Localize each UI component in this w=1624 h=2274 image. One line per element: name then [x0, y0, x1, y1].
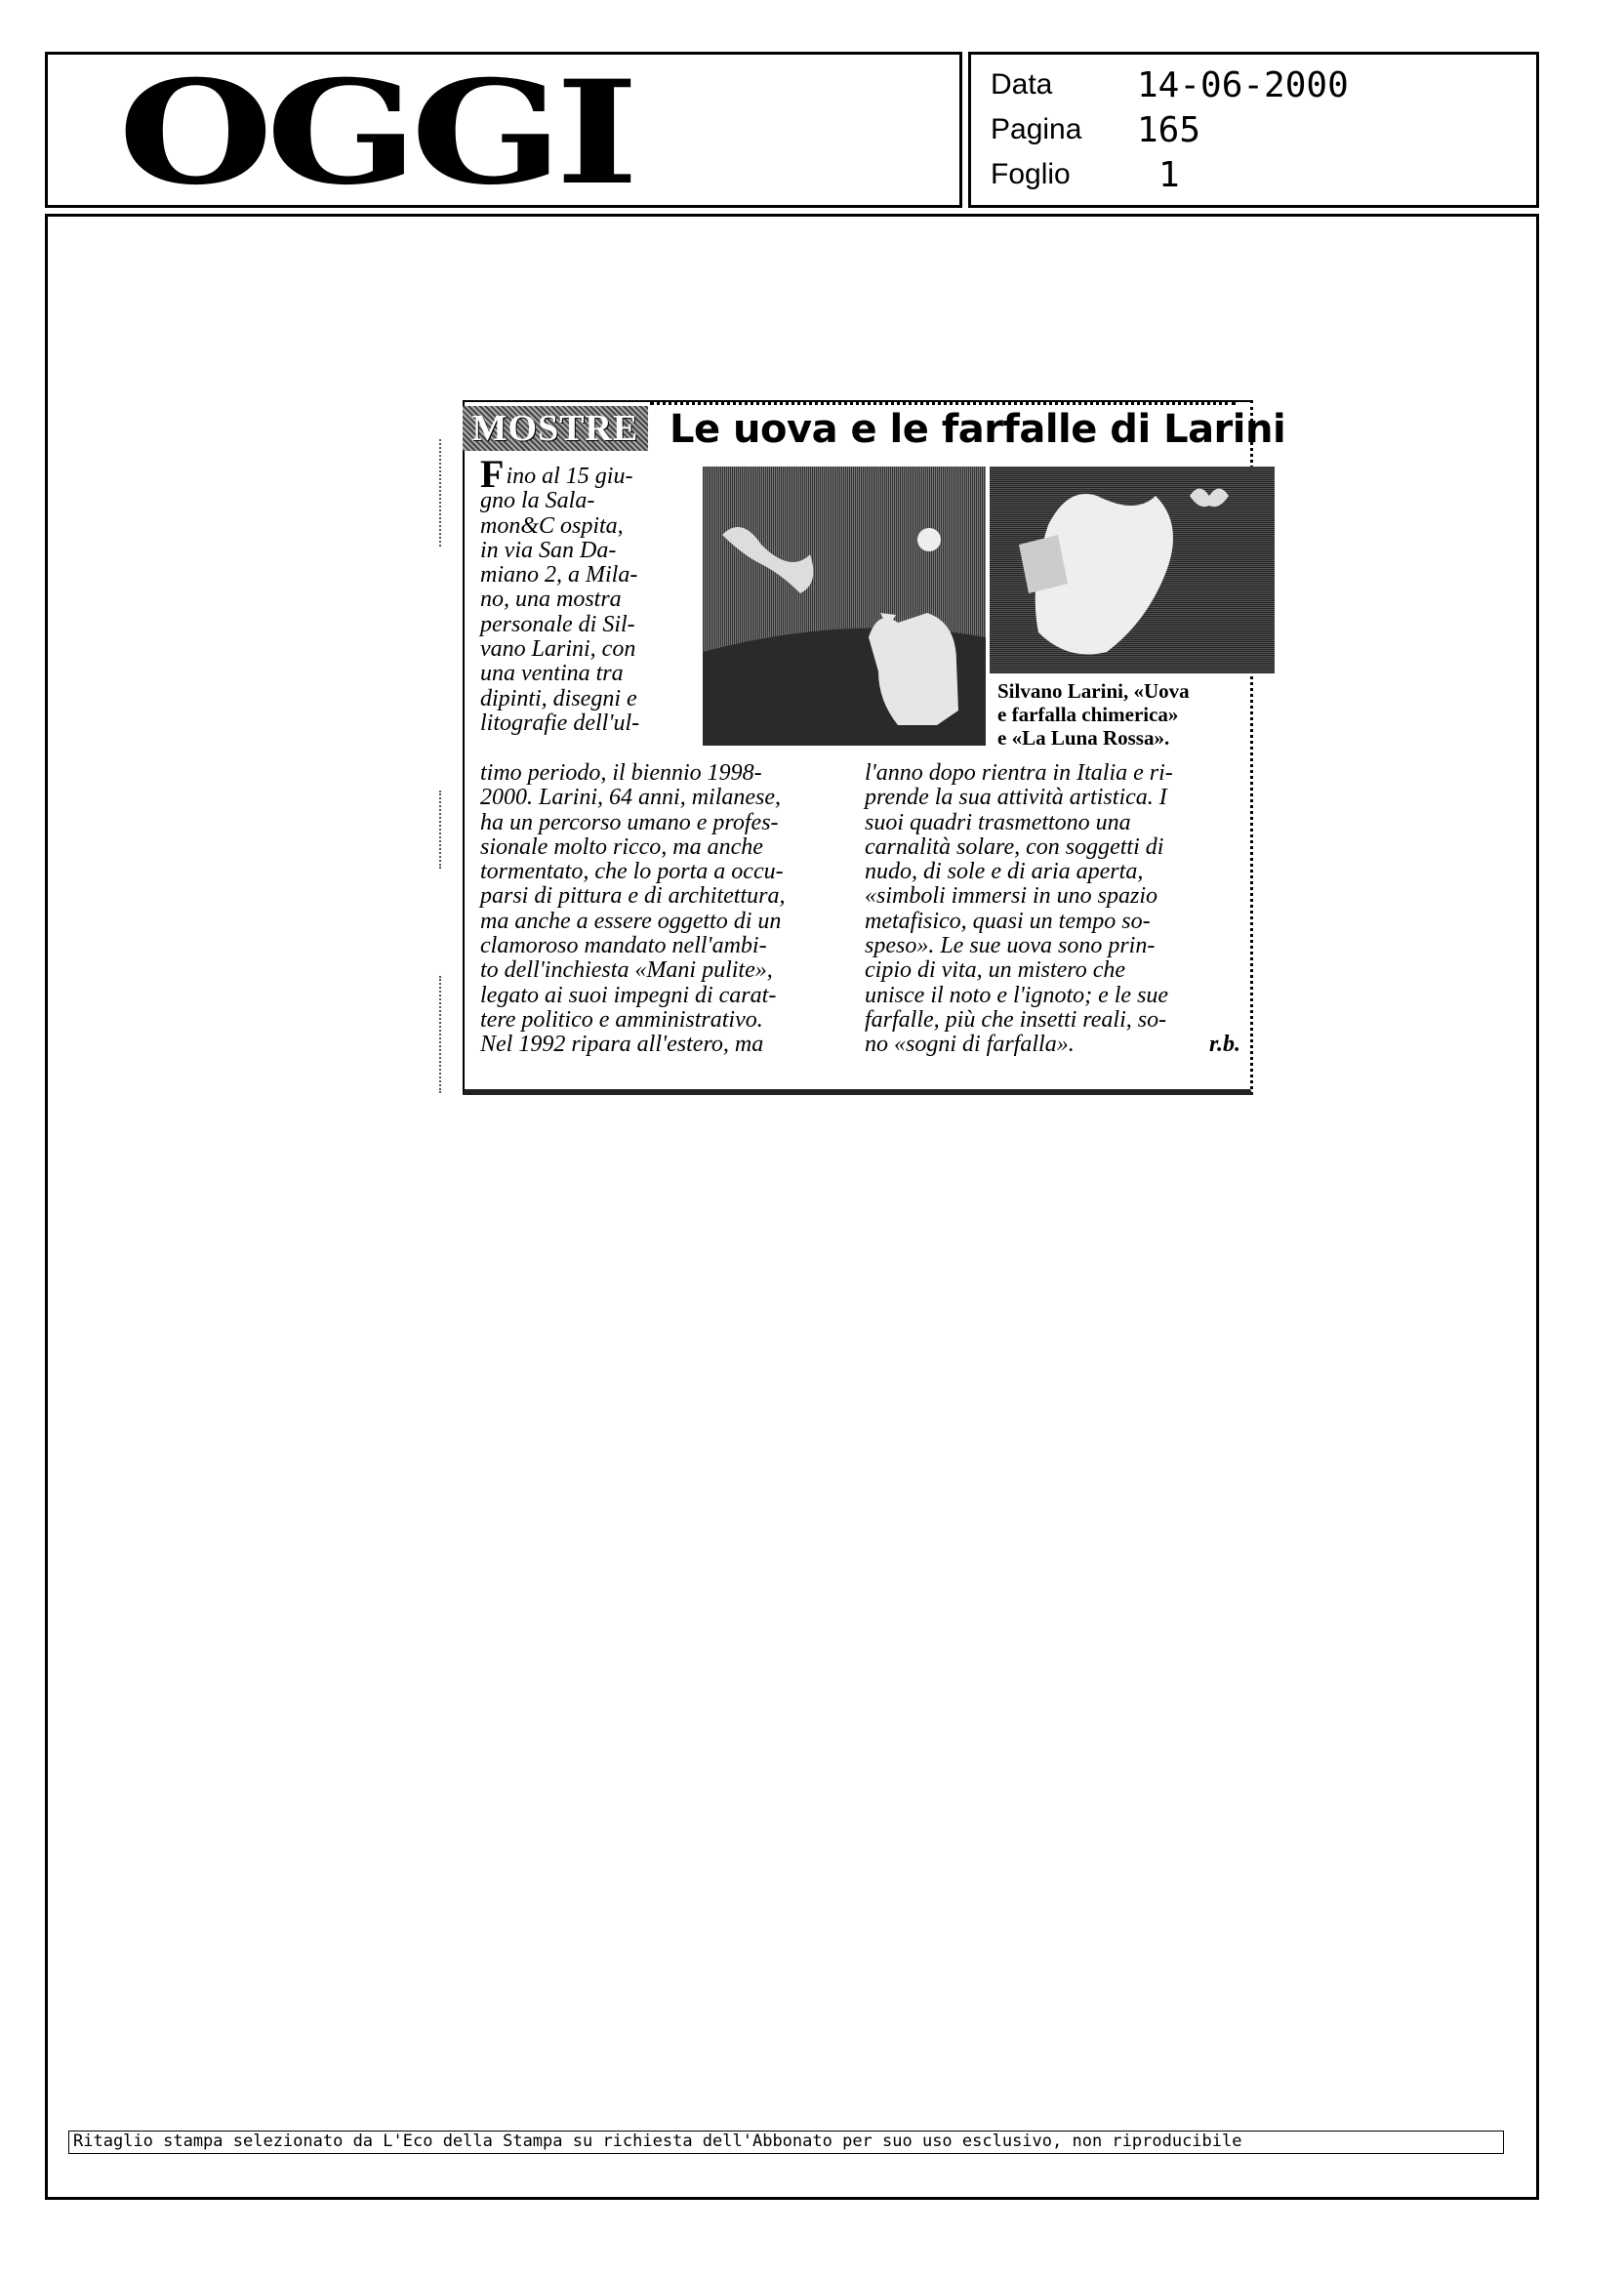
text-line: nudo, di sole e di aria aperta, [865, 859, 1144, 885]
section-tag: MOSTRE [463, 406, 648, 451]
text-line: speso». Le sue uova sono prin- [865, 933, 1156, 959]
photo-caption [997, 679, 1251, 750]
text-line: suoi quadri trasmettono una [865, 809, 1131, 835]
scan-mark [439, 976, 441, 1093]
page-row [991, 107, 1349, 152]
text-line: no, una mostra [480, 587, 622, 613]
text-line: personale di Sil- [480, 611, 635, 637]
artwork-photo-butterfly [990, 467, 1275, 673]
text-line: vano Larini, con [480, 636, 636, 663]
column-1-bottom [480, 761, 851, 1058]
artwork-photo-eggs-cat [703, 467, 986, 746]
text-line: dipinti, disegni e [480, 685, 637, 711]
page-label: Pagina [991, 113, 1082, 145]
text-line: parsi di pittura e di architettura, [480, 883, 786, 910]
article-headline: Le uova e le farfalle di Larini [670, 407, 1286, 452]
text-line [865, 1033, 1240, 1057]
dropcap: F [480, 452, 505, 496]
date-value: 14-06-2000 [1137, 64, 1349, 105]
text-line: una ventina tra [480, 661, 624, 687]
text-line: farfalle, più che insetti reali, so- [865, 1006, 1167, 1033]
text-line: ma anche a essere oggetto di un [480, 908, 782, 934]
press-clipping [463, 400, 1286, 1103]
text-line: in via San Da- [480, 537, 617, 563]
masthead [45, 50, 962, 217]
sheet-row [991, 152, 1349, 197]
author-signature: r.b. [1208, 1032, 1240, 1058]
date-label: Data [991, 68, 1053, 101]
sheet-label: Foglio [991, 158, 1071, 190]
scan-mark [439, 439, 441, 547]
artwork-photo-eggs-cat-image [703, 467, 986, 746]
text-line: timo periodo, il biennio 1998- [480, 760, 762, 786]
sheet-value: 1 [1158, 154, 1180, 195]
text-line: l'anno dopo rientra in Italia e ri- [865, 760, 1173, 786]
date-row [991, 62, 1349, 107]
caption-line: Silvano Larini, «Uova [997, 679, 1190, 703]
text-line: to dell'inchiesta «Mani pulite», [480, 957, 773, 984]
caption-line: e «La Luna Rossa». [997, 726, 1170, 750]
scan-mark [439, 791, 441, 869]
publication-logo: OGGI [118, 50, 632, 217]
text-line: ino al 15 giu- [506, 464, 633, 489]
text-line: unisce il noto e l'ignoto; e le sue [865, 982, 1169, 1008]
page-value: 165 [1137, 109, 1201, 150]
text-line: tere politico e amministrativo. [480, 1006, 763, 1033]
column-2 [865, 761, 1240, 1058]
last-line-text: no «sogni di farfalla». [865, 1032, 1075, 1058]
text-line: legato ai suoi impegni di carat- [480, 982, 777, 1008]
text-line: cipio di vita, un mistero che [865, 957, 1126, 984]
artwork-photo-butterfly-image [990, 467, 1275, 673]
text-line: prende la sua attività artistica. I [865, 785, 1167, 811]
column-1-top [480, 452, 670, 736]
text-line: carnalità solare, con soggetti di [865, 833, 1164, 860]
text-line: gno la Sala- [480, 488, 595, 514]
text-line: miano 2, a Mila- [480, 562, 638, 589]
text-line: litografie dell'ul- [480, 710, 640, 736]
metadata-box [968, 52, 1539, 208]
text-line: metafisico, quasi un tempo so- [865, 908, 1151, 934]
caption-line: e farfalla chimerica» [997, 703, 1179, 726]
text-line: clamoroso mandato nell'ambi- [480, 933, 767, 959]
text-line: «simboli immersi in uno spazio [865, 883, 1158, 910]
text-line: ha un percorso umano e profes- [480, 809, 779, 835]
text-line: 2000. Larini, 64 anni, milanese, [480, 785, 782, 811]
text-line: sionale molto ricco, ma anche [480, 833, 763, 860]
text-line: Nel 1992 ripara all'estero, ma [480, 1032, 764, 1058]
text-line: mon&C ospita, [480, 512, 624, 539]
text-line: tormentato, che lo porta a occu- [480, 859, 784, 885]
footer-disclaimer: Ritaglio stampa selezionato da L'Eco della Stampa su richiesta dell'Abbonato per suo uso esclusivo, non riproducibile [68, 2131, 1504, 2154]
